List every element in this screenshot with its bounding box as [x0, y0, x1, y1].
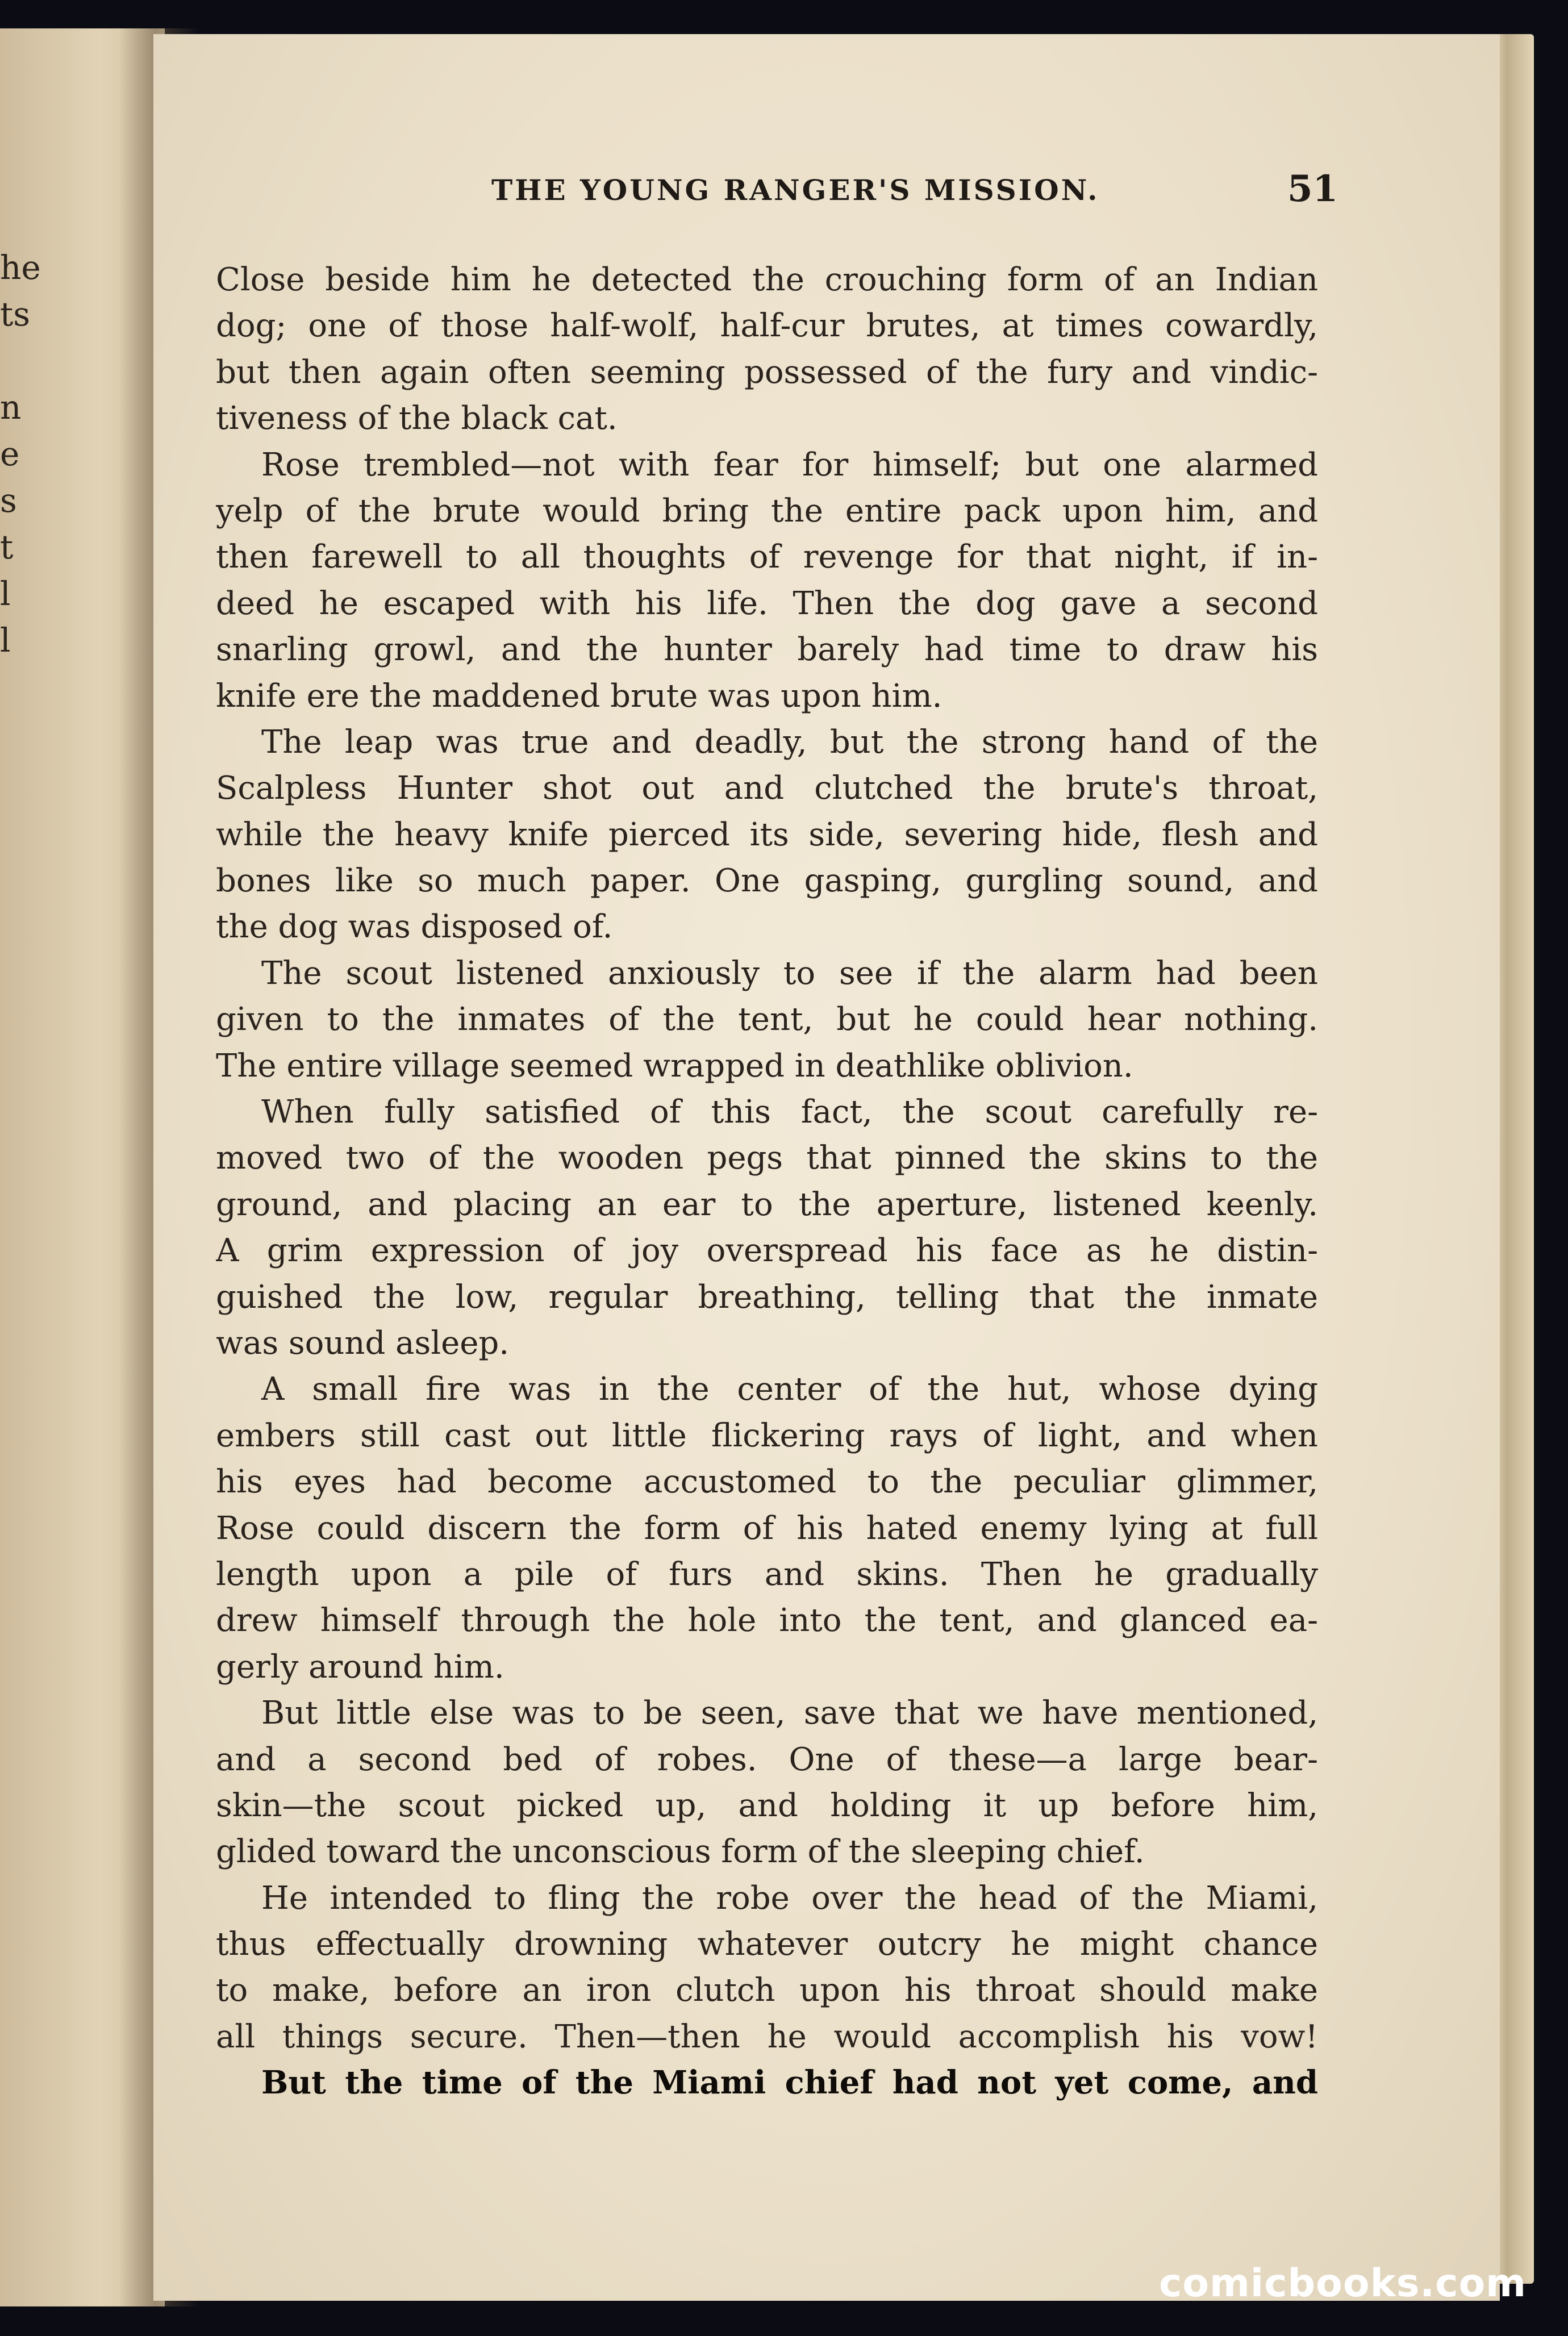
left-page-fragment: ts [0, 295, 31, 333]
text-line: Rose could discern the form of his hated enemy lying at full [216, 1509, 1318, 1547]
text-line: snarling growl, and the hunter barely had time to draw his [216, 631, 1318, 669]
text-line: Scalpless Hunter shot out and clutched the brute's throat, [216, 770, 1318, 807]
text-line: then farewell to all thoughts of revenge for that night, if in- [216, 539, 1318, 576]
text-line: But the time of the Miami chief had not yet come, and [261, 2064, 1318, 2102]
text-line: while the heavy knife pierced its side, severing hide, flesh and [216, 816, 1318, 853]
text-line: He intended to fling the robe over the head of the Miami, [261, 1879, 1318, 1917]
text-line: thus effectually drowning whatever outcry he might chance [216, 1926, 1318, 1963]
left-page-fragment: l [0, 621, 11, 660]
text-line: to make, before an iron clutch upon his throat should make [216, 1972, 1318, 2009]
text-line: his eyes had become accustomed to the peculiar glimmer, [216, 1463, 1318, 1501]
text-line: The entire village seemed wrapped in deathlike oblivion. [216, 1047, 1133, 1084]
text-line: A small fire was in the center of the hut, whose dying [261, 1371, 1318, 1408]
text-line: all things secure. Then—then he would accomplish his vow! [216, 2018, 1318, 2055]
text-line: ground, and placing an ear to the aperture, listened keenly. [216, 1186, 1318, 1223]
text-line: given to the inmates of the tent, but he could hear nothing. [216, 1001, 1318, 1038]
text-line: But little else was to be seen, save that we have mentioned, [261, 1695, 1318, 1732]
text-line: but then again often seeming possessed of the fury and vindic- [216, 353, 1318, 391]
text-line: knife ere the maddened brute was upon him. [216, 677, 943, 715]
text-line: gerly around him. [216, 1648, 504, 1686]
text-line: Close beside him he detected the crouching form of an Indian [216, 261, 1318, 298]
left-page-fragment: t [0, 528, 14, 566]
text-line: dog; one of those half-wolf, half-cur brutes, at times cowardly, [216, 307, 1318, 345]
text-line: was sound asleep. [216, 1324, 510, 1362]
text-line: yelp of the brute would bring the entire pack upon him, and [216, 492, 1318, 529]
text-line: deed he escaped with his life. Then the dog gave a second [216, 585, 1318, 622]
left-page-fragment: e [0, 435, 20, 473]
text-line: the dog was disposed of. [216, 908, 613, 946]
text-line: skin—the scout picked up, and holding it up before him, [216, 1787, 1318, 1824]
text-line: length upon a pile of furs and skins. Then he gradually [216, 1555, 1318, 1593]
text-line: Rose trembled—not with fear for himself; but one alarmed [261, 446, 1318, 483]
left-page-text-fragments [0, 244, 45, 664]
text-line: drew himself through the hole into the tent, and glanced ea- [216, 1602, 1318, 1640]
left-page-fragment: he [0, 248, 41, 287]
watermark: comicbooks.com [1159, 2261, 1527, 2306]
text-line: and a second bed of robes. One of these—a large bear- [216, 1741, 1318, 1778]
text-line: guished the low, regular breathing, telling that the inmate [216, 1278, 1318, 1316]
body-text [216, 257, 1318, 2106]
text-line: A grim expression of joy overspread his face as he distin- [216, 1232, 1318, 1270]
text-line: glided toward the unconscious form of the sleeping chief. [216, 1833, 1145, 1871]
text-line: The scout listened anxiously to see if the alarm had been [261, 954, 1318, 992]
page-number: 51 [1287, 168, 1338, 210]
text-line: bones like so much paper. One gasping, gurgling sound, and [216, 862, 1318, 900]
text-line: When fully satisfied of this fact, the scout carefully re- [261, 1094, 1318, 1131]
left-page-fragment [0, 337, 45, 384]
header-title: THE YOUNG RANGER'S MISSION. [491, 173, 1100, 207]
left-page-fragment: l [0, 574, 11, 613]
left-page-fragment: s [0, 481, 17, 520]
text-line: moved two of the wooden pegs that pinned the skins to the [216, 1140, 1318, 1177]
text-line: embers still cast out little flickering rays of light, and when [216, 1417, 1318, 1454]
text-line: The leap was true and deadly, but the strong hand of the [261, 723, 1318, 761]
left-page-fragment: n [0, 388, 22, 427]
running-head [315, 168, 1338, 219]
text-line: tiveness of the black cat. [216, 400, 618, 437]
